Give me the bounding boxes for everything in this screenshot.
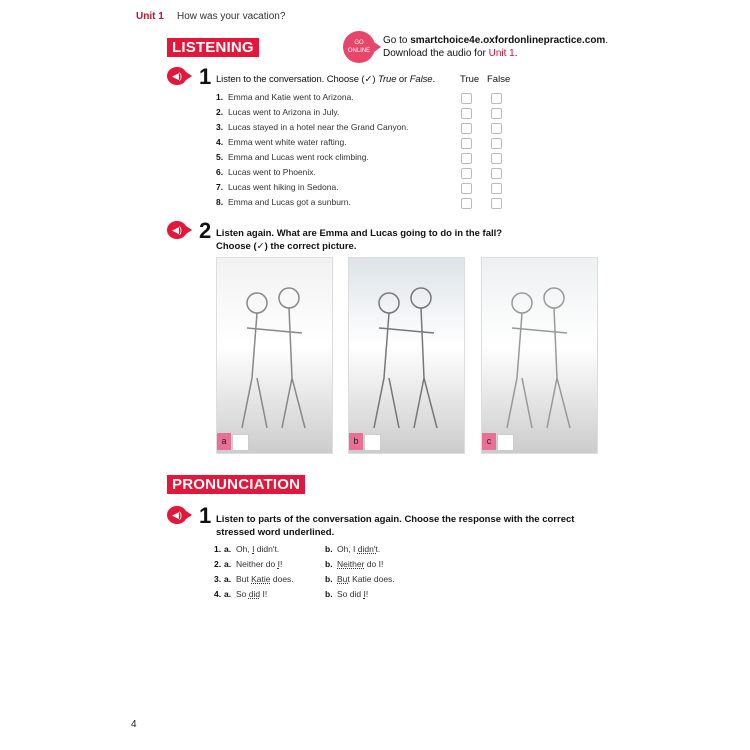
item-number: 1. <box>214 544 222 554</box>
picture-label: c <box>482 433 496 450</box>
stressed-word: I <box>252 544 255 554</box>
illustration <box>482 258 597 453</box>
statement-text: Emma and Lucas got a sunburn. <box>228 197 351 207</box>
text: But <box>236 574 252 584</box>
item-number: 5. <box>216 152 224 162</box>
audio-speaker-icon[interactable]: ◀) <box>167 67 187 85</box>
text: do I! <box>364 559 384 569</box>
text: ! <box>365 589 369 599</box>
text: or <box>396 74 410 85</box>
statement-text: Emma went white water rafting. <box>228 137 347 147</box>
text: Oh, I <box>337 544 358 554</box>
page-number: 4 <box>131 719 137 730</box>
picture-checkbox[interactable] <box>232 434 249 451</box>
item-number: 7. <box>216 182 224 192</box>
picture-label: b <box>349 433 363 450</box>
picture-b[interactable] <box>348 257 465 454</box>
stressed-word: I <box>363 589 366 599</box>
audio-speaker-icon[interactable]: ◀) <box>167 506 187 524</box>
true-checkbox[interactable] <box>461 153 472 164</box>
stressed-word: But <box>337 574 350 584</box>
text: False <box>409 74 433 85</box>
option-b[interactable] <box>337 559 383 569</box>
text: . <box>432 74 435 85</box>
listening-heading: LISTENING <box>167 38 259 57</box>
option-letter: a. <box>224 544 232 554</box>
option-letter: a. <box>224 574 232 584</box>
unit-label: Unit 1 <box>136 11 164 22</box>
audio-speaker-icon[interactable]: ◀) <box>167 221 187 239</box>
option-a[interactable] <box>236 544 279 554</box>
picture-checkbox[interactable] <box>497 434 514 451</box>
false-checkbox[interactable] <box>491 183 502 194</box>
statement-text: Lucas went to Arizona in July. <box>228 107 340 117</box>
stressed-word: Katie <box>251 574 271 584</box>
pronunciation-heading: PRONUNCIATION <box>167 475 305 494</box>
text: So did <box>337 589 364 599</box>
statement-text: Emma and Katie went to Arizona. <box>228 92 354 102</box>
text: ! <box>279 559 283 569</box>
unit-link[interactable]: Unit 1 <box>488 48 515 59</box>
true-checkbox[interactable] <box>461 168 472 179</box>
text: Go to <box>383 35 411 46</box>
go-online-badge[interactable] <box>343 31 375 63</box>
unit-title: How was your vacation? <box>177 11 286 22</box>
text: Oh, <box>236 544 253 554</box>
false-checkbox[interactable] <box>491 138 502 149</box>
true-checkbox[interactable] <box>461 93 472 104</box>
option-b[interactable] <box>337 574 395 584</box>
text: . <box>377 544 381 554</box>
exercise-number: 2 <box>199 218 212 243</box>
text: does. <box>270 574 294 584</box>
item-number: 1. <box>216 92 224 102</box>
item-number: 6. <box>216 167 224 177</box>
website-link[interactable]: smartchoice4e.oxfordonlinepractice.com <box>410 35 606 46</box>
exercise-number: 1 <box>199 64 212 89</box>
text: Download the audio for <box>383 48 489 59</box>
item-number: 2. <box>216 107 224 117</box>
option-b[interactable] <box>337 589 368 599</box>
option-a[interactable] <box>236 559 282 569</box>
stressed-word: I <box>277 559 280 569</box>
stressed-word: Neither <box>337 559 365 569</box>
text: I! <box>260 589 268 599</box>
text: True <box>377 74 397 85</box>
picture-checkbox[interactable] <box>364 434 381 451</box>
illustration <box>217 258 332 453</box>
picture-label: a <box>217 433 231 450</box>
stressed-word: did <box>248 589 261 599</box>
text: Katie does. <box>349 574 395 584</box>
item-number: 4. <box>214 589 222 599</box>
option-letter: b. <box>325 574 333 584</box>
true-column-header: True <box>460 74 480 85</box>
exercise-instruction: Listen again. What are Emma and Lucas going to do in the fall? <box>216 228 503 239</box>
option-a[interactable] <box>236 589 267 599</box>
option-letter: b. <box>325 589 333 599</box>
item-number: 2. <box>214 559 222 569</box>
text: So <box>236 589 249 599</box>
item-number: 8. <box>216 197 224 207</box>
go-online-line2 <box>383 48 518 59</box>
statement-text: Lucas went to Phoenix. <box>228 167 316 177</box>
true-checkbox[interactable] <box>461 138 472 149</box>
picture-a[interactable] <box>216 257 333 454</box>
option-letter: a. <box>224 589 232 599</box>
item-number: 3. <box>216 122 224 132</box>
stressed-word: didn't <box>357 544 378 554</box>
item-number: 4. <box>216 137 224 147</box>
text: . <box>514 48 518 59</box>
option-letter: b. <box>325 559 333 569</box>
item-number: 3. <box>214 574 222 584</box>
option-b[interactable] <box>337 544 380 554</box>
false-checkbox[interactable] <box>491 198 502 209</box>
option-letter: a. <box>224 559 232 569</box>
false-checkbox[interactable] <box>491 123 502 134</box>
illustration <box>349 258 464 453</box>
text: Listen to the conversation. Choose (✓) <box>216 74 378 85</box>
statement-text: Lucas went hiking in Sedona. <box>228 182 339 192</box>
text: . <box>605 35 609 46</box>
statement-text: Lucas stayed in a hotel near the Grand Canyon. <box>228 122 409 132</box>
true-checkbox[interactable] <box>461 108 472 119</box>
exercise-instruction: Listen to parts of the conversation again. Choose the response with the correct <box>216 514 575 525</box>
option-letter: b. <box>325 544 333 554</box>
picture-c[interactable] <box>481 257 598 454</box>
false-checkbox[interactable] <box>491 93 502 104</box>
badge-text: ONLINE <box>347 48 371 54</box>
option-a[interactable] <box>236 574 294 584</box>
false-column-header: False <box>487 74 511 85</box>
true-checkbox[interactable] <box>461 198 472 209</box>
false-checkbox[interactable] <box>491 153 502 164</box>
badge-text: GO <box>354 40 364 46</box>
exercise-instruction <box>216 74 435 85</box>
text: Neither do <box>236 559 278 569</box>
exercise-number: 1 <box>199 503 212 528</box>
true-checkbox[interactable] <box>461 123 472 134</box>
false-checkbox[interactable] <box>491 168 502 179</box>
exercise-instruction: Choose (✓) the correct picture. <box>216 241 357 252</box>
statement-text: Emma and Lucas went rock climbing. <box>228 152 369 162</box>
true-checkbox[interactable] <box>461 183 472 194</box>
false-checkbox[interactable] <box>491 108 502 119</box>
exercise-instruction: stressed word underlined. <box>216 527 335 538</box>
text: didn't. <box>254 544 280 554</box>
go-online-line1 <box>383 35 608 46</box>
